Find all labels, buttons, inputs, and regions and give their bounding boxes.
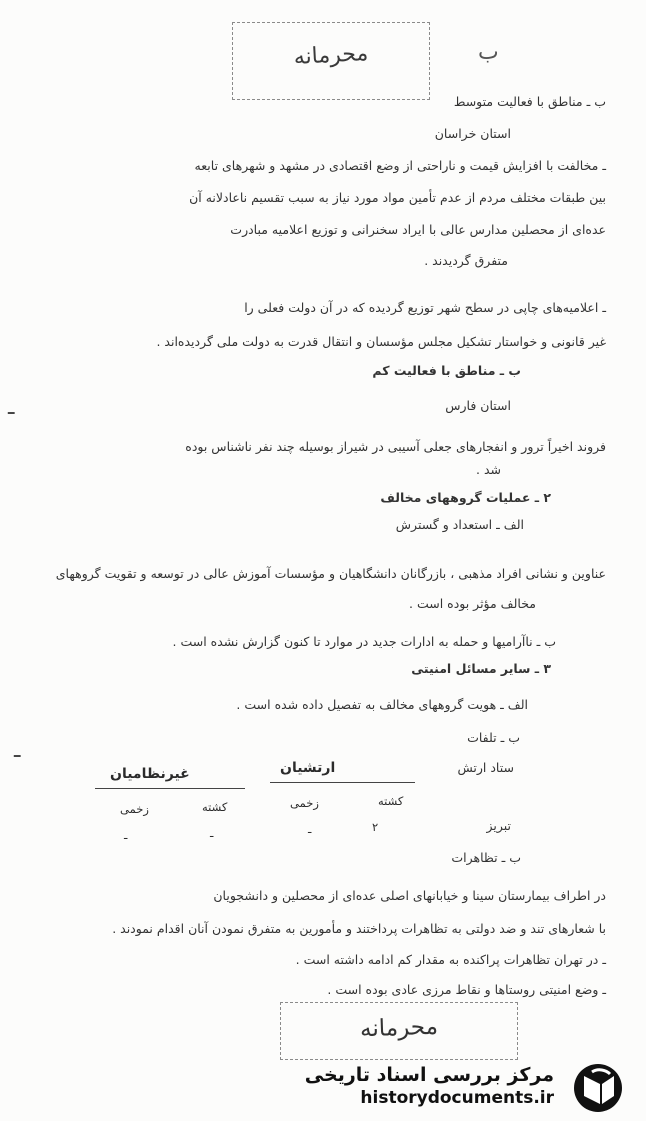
table-cell: ۲ [372, 820, 379, 834]
doc-line: بین طبقات مختلف مردم از عدم تأمین مواد مورد نیاز به سبب تقسیم ناعادلانه آن [189, 190, 606, 205]
classification-stamp-bottom-text: محرمانه [359, 1013, 439, 1043]
classification-stamp-text: محرمانه [293, 41, 369, 70]
doc-line: الف ـ استعداد و گسترش [395, 517, 524, 532]
doc-line: استان خراسان [434, 126, 511, 141]
doc-line: ـ وضع امنیتی روستاها و نقاط مرزی عادی بوده است . [327, 982, 606, 997]
doc-line: غیر قانونی و خواستار تشکیل مجلس مؤسسان و انتقال قدرت به دولت ملی گردیده‌اند . [156, 334, 606, 349]
margin-mark: ـ [14, 738, 21, 763]
table-cell: ـ [210, 826, 214, 840]
doc-line: استان فارس [445, 398, 511, 413]
doc-line: ب ـ مناطق با فعالیت متوسط [453, 94, 606, 109]
doc-line: مخالف مؤثر بوده است . [409, 596, 536, 611]
doc-line: ۳ ـ سایر مسائل امنیتی [411, 661, 551, 676]
table-col-military: ارتشیان [280, 760, 336, 776]
doc-line: متفرق گردیدند . [424, 253, 508, 268]
table-cell: ـ [124, 828, 128, 842]
watermark [304, 1062, 632, 1114]
margin-mark: ـ [8, 395, 15, 420]
classification-stamp [232, 22, 430, 100]
doc-line: عناوین و نشانی افراد مذهبی ، بازرگانان دانشگاهیان و مؤسسات آموزش عالی در توسعه و تقویت گروههای [55, 566, 606, 581]
table-sub-killed: کشته [378, 794, 404, 808]
casualty-table [90, 760, 420, 850]
table-rule [270, 782, 415, 783]
doc-line: تبریز [486, 818, 511, 833]
doc-line: ب ـ ناآرامیها و حمله به ادارات جدید در موارد تا کنون گزارش نشده است . [172, 634, 556, 649]
table-cell: ـ [308, 822, 312, 836]
doc-line: در اطراف بیمارستان سینا و خیابانهای اصلی عده‌ای از محصلین و دانشجویان [213, 888, 606, 903]
archive-logo-icon [568, 1062, 626, 1114]
table-rule [95, 788, 245, 789]
table-sub-wounded: زخمی [120, 802, 149, 816]
doc-line: عده‌ای از محصلین مدارس عالی با ایراد سخنرانی و توزیع اعلامیه مبادرت [230, 222, 606, 237]
table-sub-killed: کشته [202, 800, 228, 814]
watermark-fa: مرکز بررسی اسناد تاریخی [304, 1064, 554, 1086]
table-col-civilian: غیرنظامیان [110, 766, 190, 782]
table-sub-wounded: زخمی [290, 796, 319, 810]
doc-line: ۲ ـ عملیات گروههای مخالف [380, 490, 551, 505]
doc-line: ـ اعلامیه‌های چاپی در سطح شهر توزیع گردیده که در آن دولت فعلی را [244, 300, 606, 315]
doc-line: الف ـ هویت گروههای مخالف به تفصیل داده شده است . [236, 697, 528, 712]
doc-line: فروند اخیراً ترور و انفجارهای جعلی آسیبی در شیراز بوسیله چند نفر ناشناس بوده [185, 439, 606, 454]
watermark-url: historydocuments.ir [360, 1088, 554, 1108]
doc-line: ب ـ تلفات [467, 730, 520, 745]
doc-line: ـ در تهران تظاهرات پراکنده به مقدار کم ادامه داشته است . [295, 952, 606, 967]
doc-line: ب ـ مناطق با فعالیت کم [372, 363, 521, 378]
doc-line: با شعارهای تند و ضد دولتی به تظاهرات پرداختند و مأمورین به متفرق نمودن آنان اقدام نمودند . [112, 921, 606, 936]
doc-line: ـ مخالفت با افزایش قیمت و ناراحتی از وضع اقتصادی در مشهد و شهرهای تابعه [194, 158, 606, 173]
header-mark: ب [478, 40, 499, 65]
doc-line: ب ـ تظاهرات [451, 850, 521, 865]
doc-line: شد . [476, 462, 501, 477]
classification-stamp-bottom [280, 1002, 518, 1060]
doc-line: ستاد ارتش [457, 760, 514, 775]
